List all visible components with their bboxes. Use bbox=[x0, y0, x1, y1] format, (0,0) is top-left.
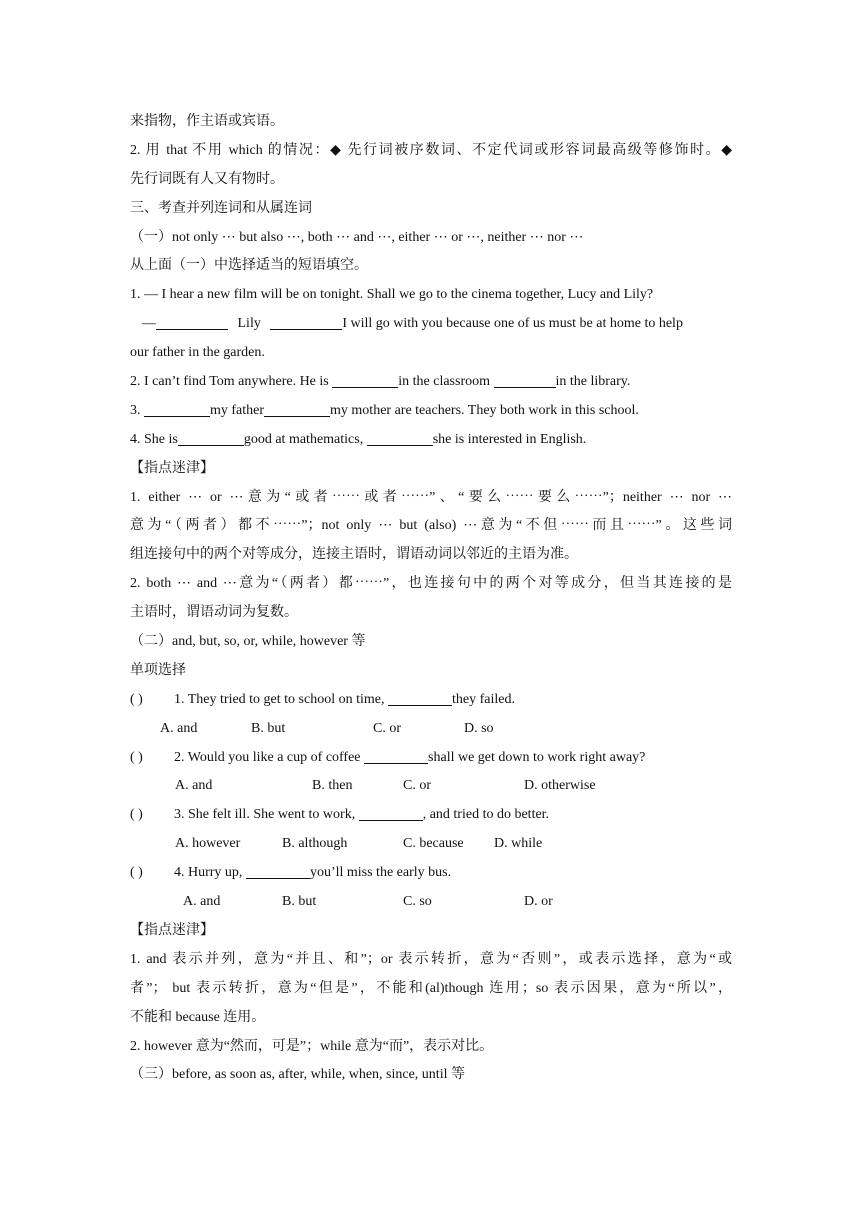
option-b[interactable]: B. although bbox=[282, 836, 348, 852]
text-line: 先行词既有人又有物时。 bbox=[130, 171, 284, 187]
text-fragment: 4. Hurry up, bbox=[174, 865, 246, 881]
text-fragment: I will go with you because one of us must be at home to help bbox=[342, 316, 683, 332]
option-d[interactable]: D. or bbox=[524, 894, 553, 910]
subsection-heading: （一）not only ⋯ but also ⋯, both ⋯ and ⋯, either ⋯ or ⋯, neither ⋯ nor ⋯ bbox=[130, 229, 584, 245]
question-stem bbox=[130, 744, 732, 773]
option-c[interactable]: C. so bbox=[403, 894, 432, 910]
text-fragment: in the classroom bbox=[398, 374, 494, 390]
text-line: our father in the garden. bbox=[130, 345, 265, 361]
exercise-item bbox=[130, 397, 732, 426]
option-a[interactable]: A. however bbox=[175, 836, 241, 852]
text-fragment: in the library. bbox=[555, 374, 631, 390]
option-a[interactable]: A. and bbox=[175, 778, 213, 794]
question-options bbox=[130, 772, 732, 801]
tips-heading: 【指点迷津】 bbox=[130, 922, 214, 938]
text-fragment: they failed. bbox=[452, 691, 515, 707]
answer-paren[interactable]: ( ) bbox=[130, 749, 143, 765]
exercise-item: 1. — I hear a new film will be on tonight. Shall we go to the cinema together, Lucy and Lily? bbox=[130, 287, 654, 303]
tips-heading: 【指点迷津】 bbox=[130, 460, 214, 476]
exercise-item bbox=[130, 368, 732, 397]
question-stem bbox=[130, 686, 732, 715]
answer-paren[interactable]: ( ) bbox=[130, 691, 143, 707]
exercise-item bbox=[130, 310, 732, 339]
option-b[interactable]: B. but bbox=[282, 894, 317, 910]
option-d[interactable]: D. so bbox=[464, 720, 494, 736]
text-line: 主语时，谓语动词为复数。 bbox=[130, 605, 298, 621]
text-line: 不能和 because 连用。 bbox=[130, 1009, 266, 1025]
answer-blank[interactable] bbox=[178, 430, 244, 446]
answer-blank[interactable] bbox=[332, 372, 398, 388]
answer-paren[interactable]: ( ) bbox=[130, 865, 143, 881]
text-line: 2. 用 that 不用 which 的情况：◆ 先行词被序数词、不定代词或形容词最高级等修饰时。◆ bbox=[130, 142, 732, 158]
option-b[interactable]: B. then bbox=[312, 778, 353, 794]
option-c[interactable]: C. because bbox=[403, 836, 464, 852]
answer-blank[interactable] bbox=[494, 372, 556, 388]
answer-blank[interactable] bbox=[364, 748, 428, 764]
option-a[interactable]: A. and bbox=[183, 894, 221, 910]
text-line: 1. and 表示并列，意为“并且、和”；or 表示转折，意为“否则”，或表示选择，意为“或 bbox=[130, 951, 732, 967]
text-fragment: shall we get down to work right away? bbox=[428, 749, 646, 765]
option-d[interactable]: D. otherwise bbox=[524, 778, 596, 794]
document-body bbox=[130, 108, 732, 1090]
option-c[interactable]: C. or bbox=[373, 720, 401, 736]
answer-blank[interactable] bbox=[264, 401, 330, 417]
option-d[interactable]: D. while bbox=[494, 836, 543, 852]
answer-blank[interactable] bbox=[156, 314, 228, 330]
question-options bbox=[130, 715, 732, 744]
option-c[interactable]: C. or bbox=[403, 778, 431, 794]
text-fragment: good at mathematics, bbox=[243, 431, 367, 447]
text-fragment: my mother are teachers. They both work in this school. bbox=[330, 402, 639, 418]
answer-blank[interactable] bbox=[144, 401, 210, 417]
text-fragment: she is interested in English. bbox=[432, 431, 587, 447]
question-options bbox=[130, 830, 732, 859]
text-line: 1. either ⋯ or ⋯意为“或者⋯⋯或者⋯⋯”、“要么⋯⋯要么⋯⋯”；neither ⋯ nor ⋯ bbox=[130, 489, 732, 505]
question-options bbox=[130, 888, 732, 917]
text-fragment: you’ll miss the early bus. bbox=[309, 865, 452, 881]
text-fragment: Lily bbox=[234, 316, 265, 332]
option-b[interactable]: B. but bbox=[251, 720, 286, 736]
answer-blank[interactable] bbox=[270, 314, 342, 330]
text-line: 组连接句中的两个对等成分，连接主语时，谓语动词以邻近的主语为准。 bbox=[130, 547, 578, 563]
text-line: 意为“（两者）都不⋯⋯”；not only ⋯ but (also) ⋯意为“不但⋯⋯而且⋯⋯”。这些词 bbox=[130, 518, 732, 534]
answer-blank[interactable] bbox=[246, 863, 310, 879]
text-fragment: 1. They tried to get to school on time, bbox=[174, 691, 388, 707]
text-fragment: 3. bbox=[130, 402, 144, 418]
exercise-item bbox=[130, 426, 732, 455]
text-line: 2. however 意为“然而，可是”；while 意为“而”，表示对比。 bbox=[130, 1038, 494, 1054]
answer-paren[interactable]: ( ) bbox=[130, 807, 143, 823]
text-line: 2. both ⋯ and ⋯意为“（两者）都⋯⋯”，也连接句中的两个对等成分，但当其连接的是 bbox=[130, 576, 732, 592]
text-line: 者”； but 表示转折，意为“但是”，不能和(al)though 连用；so 表示因果，意为“所以”， bbox=[130, 980, 732, 996]
text-line: 来指物，作主语或宾语。 bbox=[130, 114, 284, 129]
text-fragment: , and tried to do better. bbox=[422, 807, 550, 823]
subsection-heading: （三）before, as soon as, after, while, when, since, until 等 bbox=[130, 1067, 465, 1083]
text-fragment: 2. I can’t find Tom anywhere. He is bbox=[130, 374, 333, 390]
section-heading: 三、考查并列连词和从属连词 bbox=[130, 200, 312, 216]
subsection-heading: （二）and, but, so, or, while, however 等 bbox=[130, 634, 366, 650]
instruction: 单项选择 bbox=[130, 662, 186, 678]
dash: — bbox=[142, 316, 156, 332]
instruction: 从上面（一）中选择适当的短语填空。 bbox=[130, 258, 368, 274]
answer-blank[interactable] bbox=[388, 690, 452, 706]
text-fragment: 3. She felt ill. She went to work, bbox=[174, 807, 359, 823]
answer-blank[interactable] bbox=[367, 430, 433, 446]
text-fragment: 4. She is bbox=[130, 431, 178, 447]
question-stem bbox=[130, 801, 732, 830]
option-a[interactable]: A. and bbox=[160, 720, 198, 736]
question-stem bbox=[130, 859, 732, 888]
answer-blank[interactable] bbox=[359, 805, 423, 821]
text-fragment: 2. Would you like a cup of coffee bbox=[174, 749, 365, 765]
text-fragment: my father bbox=[210, 402, 265, 418]
